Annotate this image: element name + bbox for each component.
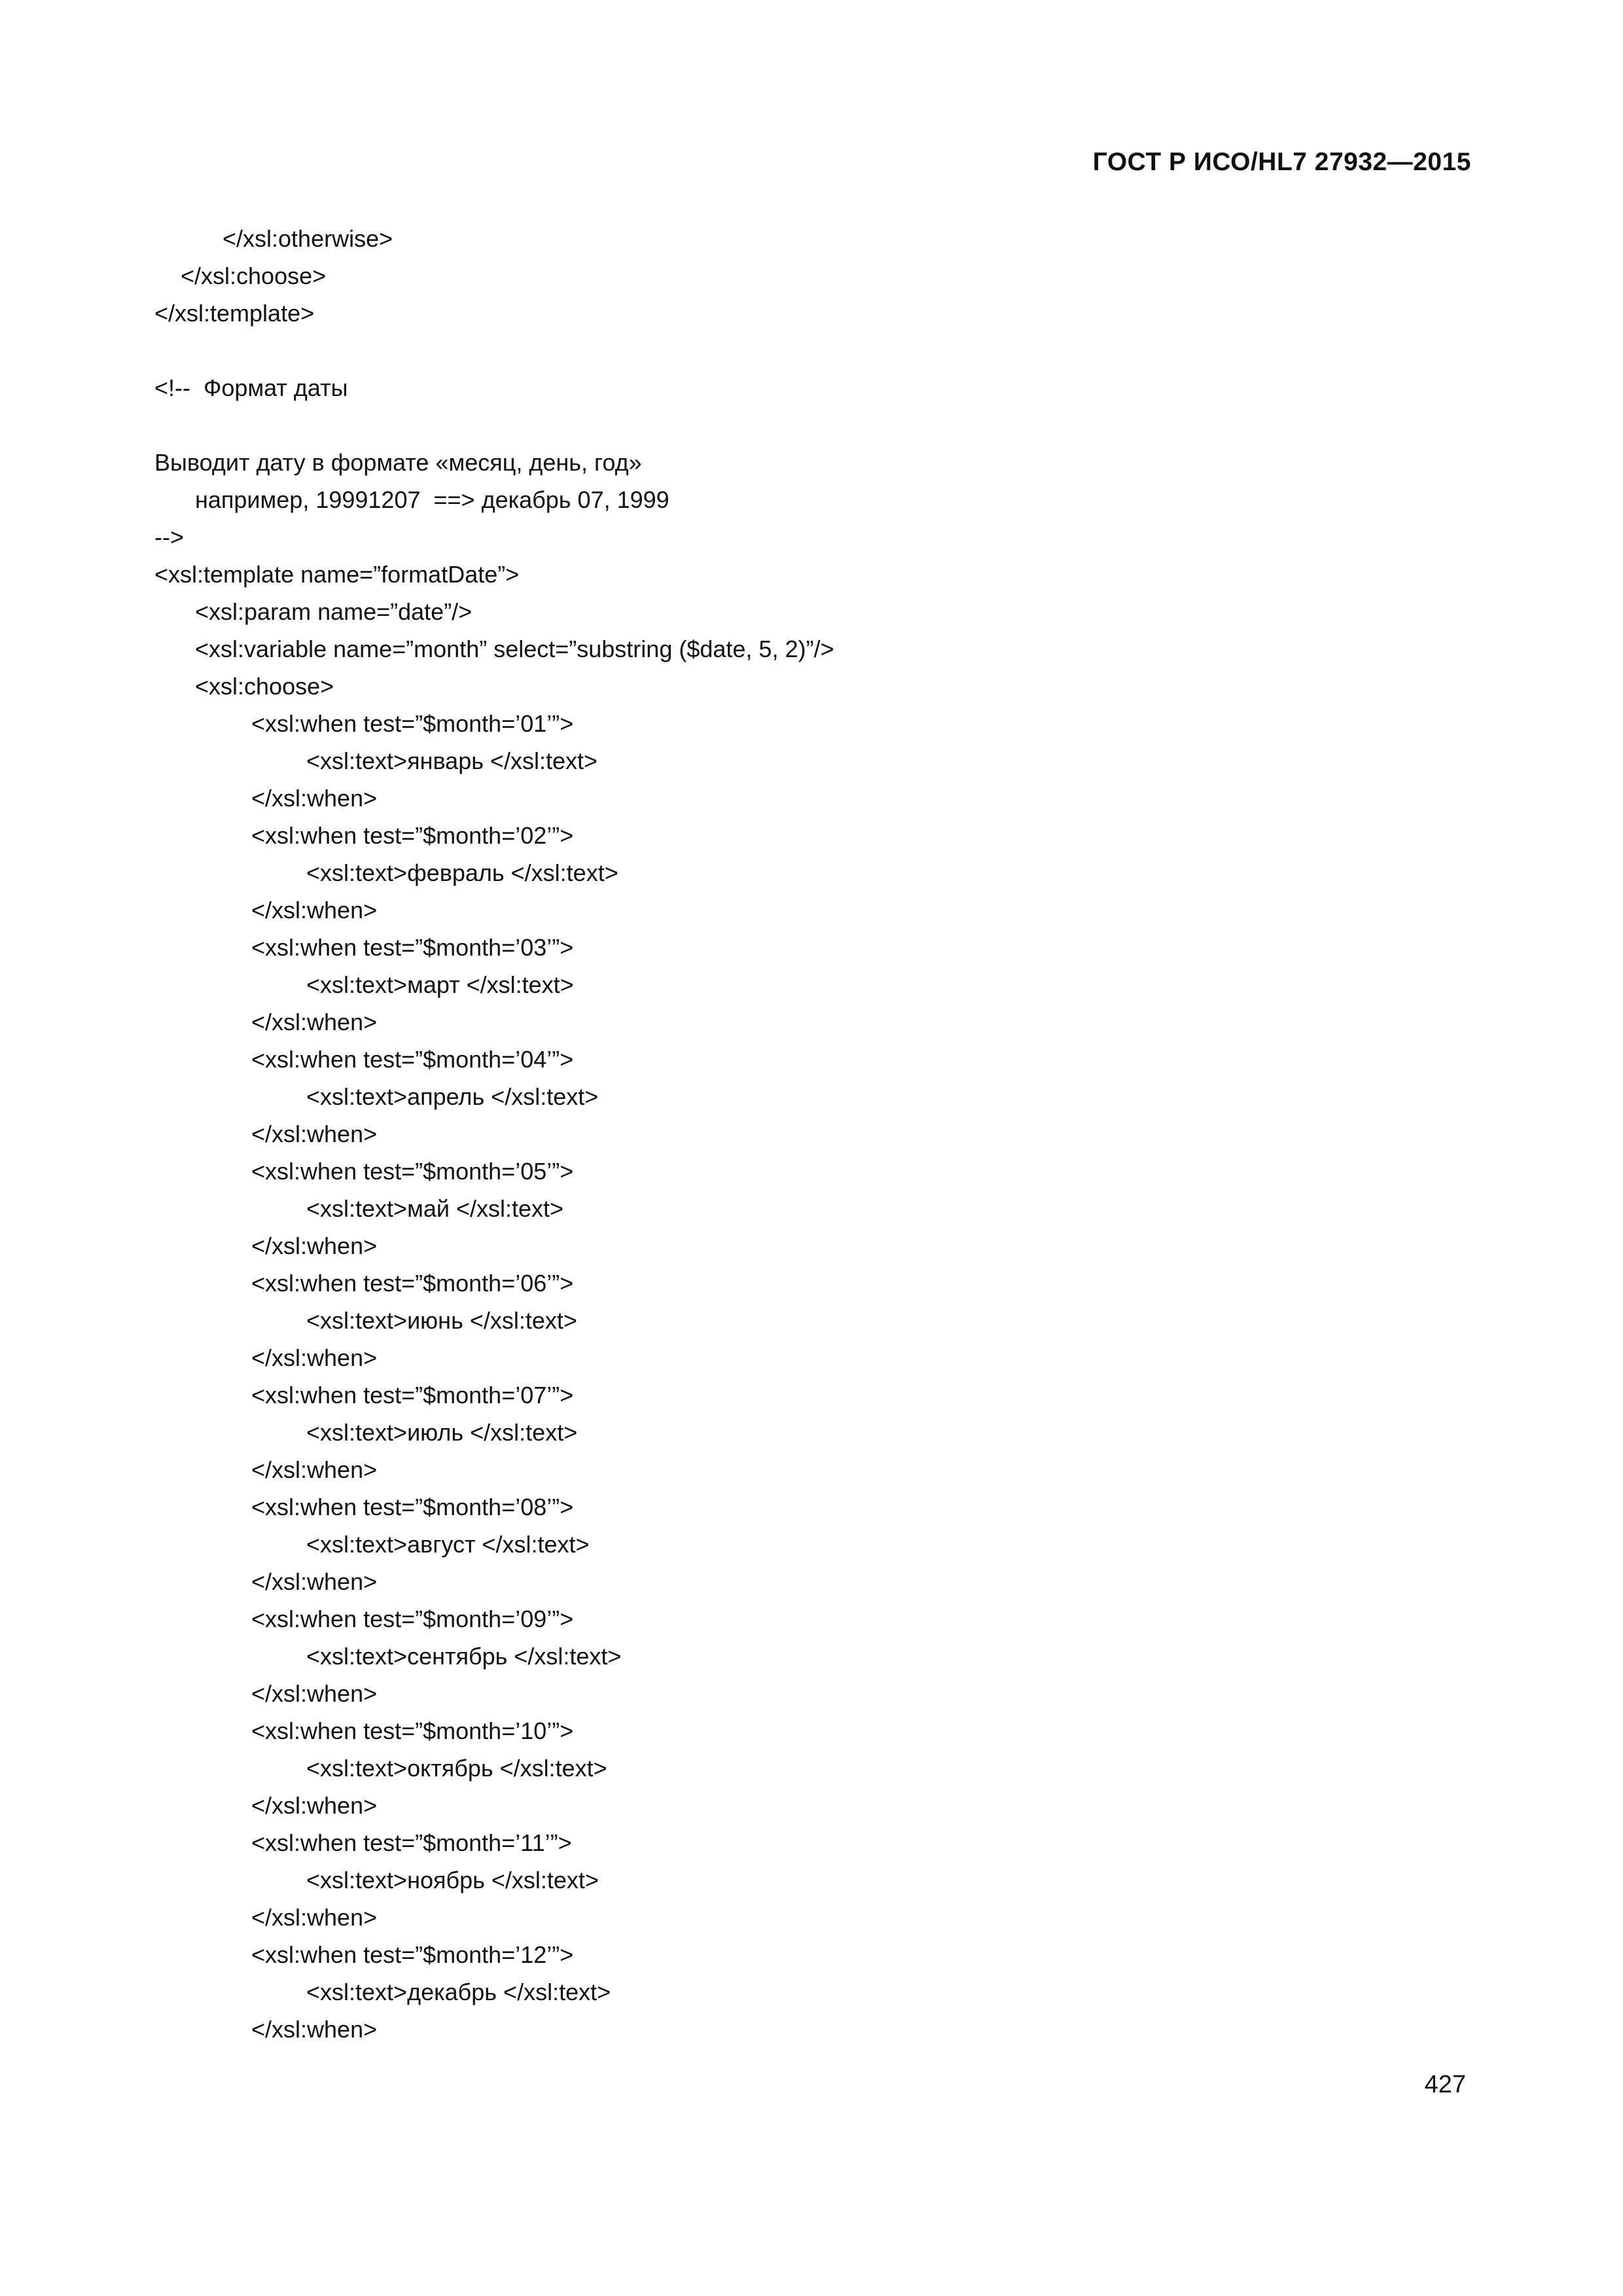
code-line: </xsl:when> bbox=[251, 785, 378, 812]
code-line: </xsl:when> bbox=[251, 1121, 378, 1147]
code-line: <xsl:when test=”$month=’09’”> bbox=[251, 1605, 574, 1632]
code-line: <xsl:when test=”$month=’08’”> bbox=[251, 1494, 574, 1520]
code-line: <xsl:text>март </xsl:text> bbox=[306, 971, 574, 998]
code-line: Выводит дату в формате «месяц, день, год» bbox=[154, 449, 642, 476]
code-line: <xsl:text>апрель </xsl:text> bbox=[306, 1083, 599, 1110]
code-line: <xsl:when test=”$month=’06’”> bbox=[251, 1270, 574, 1297]
code-line bbox=[154, 406, 1470, 444]
code-line: <xsl:when test=”$month=’10’”> bbox=[251, 1717, 574, 1744]
code-line: </xsl:when> bbox=[251, 1792, 378, 1819]
code-line bbox=[154, 332, 1470, 369]
code-listing bbox=[154, 220, 1470, 2048]
code-line: </xsl:when> bbox=[251, 1456, 378, 1483]
code-line: <xsl:when test=”$month=’11’”> bbox=[251, 1829, 572, 1856]
page-number: 427 bbox=[1424, 2071, 1466, 2098]
code-line: </xsl:when> bbox=[251, 897, 378, 924]
code-line: <xsl:text>май </xsl:text> bbox=[306, 1195, 564, 1222]
code-line: </xsl:when> bbox=[251, 1568, 378, 1595]
code-line: </xsl:when> bbox=[251, 1009, 378, 1035]
code-line: <xsl:when test=”$month=’12’”> bbox=[251, 1941, 574, 1968]
code-line: например, 19991207 ==> декабрь 07, 1999 bbox=[195, 486, 669, 513]
code-line: <!-- Формат даты bbox=[154, 374, 348, 401]
code-line: <xsl:text>октябрь </xsl:text> bbox=[306, 1755, 607, 1782]
code-line: <xsl:text>июль </xsl:text> bbox=[306, 1419, 578, 1446]
code-line: </xsl:when> bbox=[251, 1344, 378, 1371]
code-line: --> bbox=[154, 524, 184, 550]
code-line: </xsl:when> bbox=[251, 1904, 378, 1931]
code-line: <xsl:choose> bbox=[195, 673, 334, 700]
code-line: <xsl:when test=”$month=’02’”> bbox=[251, 822, 574, 849]
code-line: <xsl:text>июнь </xsl:text> bbox=[306, 1307, 577, 1334]
code-line: <xsl:when test=”$month=’07’”> bbox=[251, 1382, 574, 1408]
code-line: <xsl:text>февраль </xsl:text> bbox=[306, 859, 618, 886]
code-line: </xsl:when> bbox=[251, 1232, 378, 1259]
code-line: </xsl:choose> bbox=[181, 262, 327, 289]
code-line: </xsl:template> bbox=[154, 300, 315, 327]
code-line: <xsl:text>сентябрь </xsl:text> bbox=[306, 1643, 622, 1670]
code-line: </xsl:otherwise> bbox=[223, 225, 393, 252]
code-line: <xsl:text>ноябрь </xsl:text> bbox=[306, 1867, 599, 1893]
code-line: </xsl:when> bbox=[251, 1680, 378, 1707]
page-header-standard-code: ГОСТ Р ИСО/HL7 27932—2015 bbox=[1092, 148, 1471, 176]
code-line: <xsl:when test=”$month=’05’”> bbox=[251, 1158, 574, 1185]
code-line: <xsl:text>август </xsl:text> bbox=[306, 1531, 590, 1558]
code-line: <xsl:text>январь </xsl:text> bbox=[306, 747, 598, 774]
code-line: <xsl:when test=”$month=’01’”> bbox=[251, 710, 574, 737]
code-line: <xsl:template name=”formatDate”> bbox=[154, 561, 520, 588]
code-line: <xsl:when test=”$month=’03’”> bbox=[251, 934, 574, 961]
code-line: <xsl:when test=”$month=’04’”> bbox=[251, 1046, 574, 1073]
code-line: </xsl:when> bbox=[251, 2016, 378, 2043]
code-line: <xsl:text>декабрь </xsl:text> bbox=[306, 1979, 611, 2005]
code-line: <xsl:variable name=”month” select=”substring ($date, 5, 2)”/> bbox=[195, 636, 834, 662]
code-line: <xsl:param name=”date”/> bbox=[195, 598, 473, 625]
